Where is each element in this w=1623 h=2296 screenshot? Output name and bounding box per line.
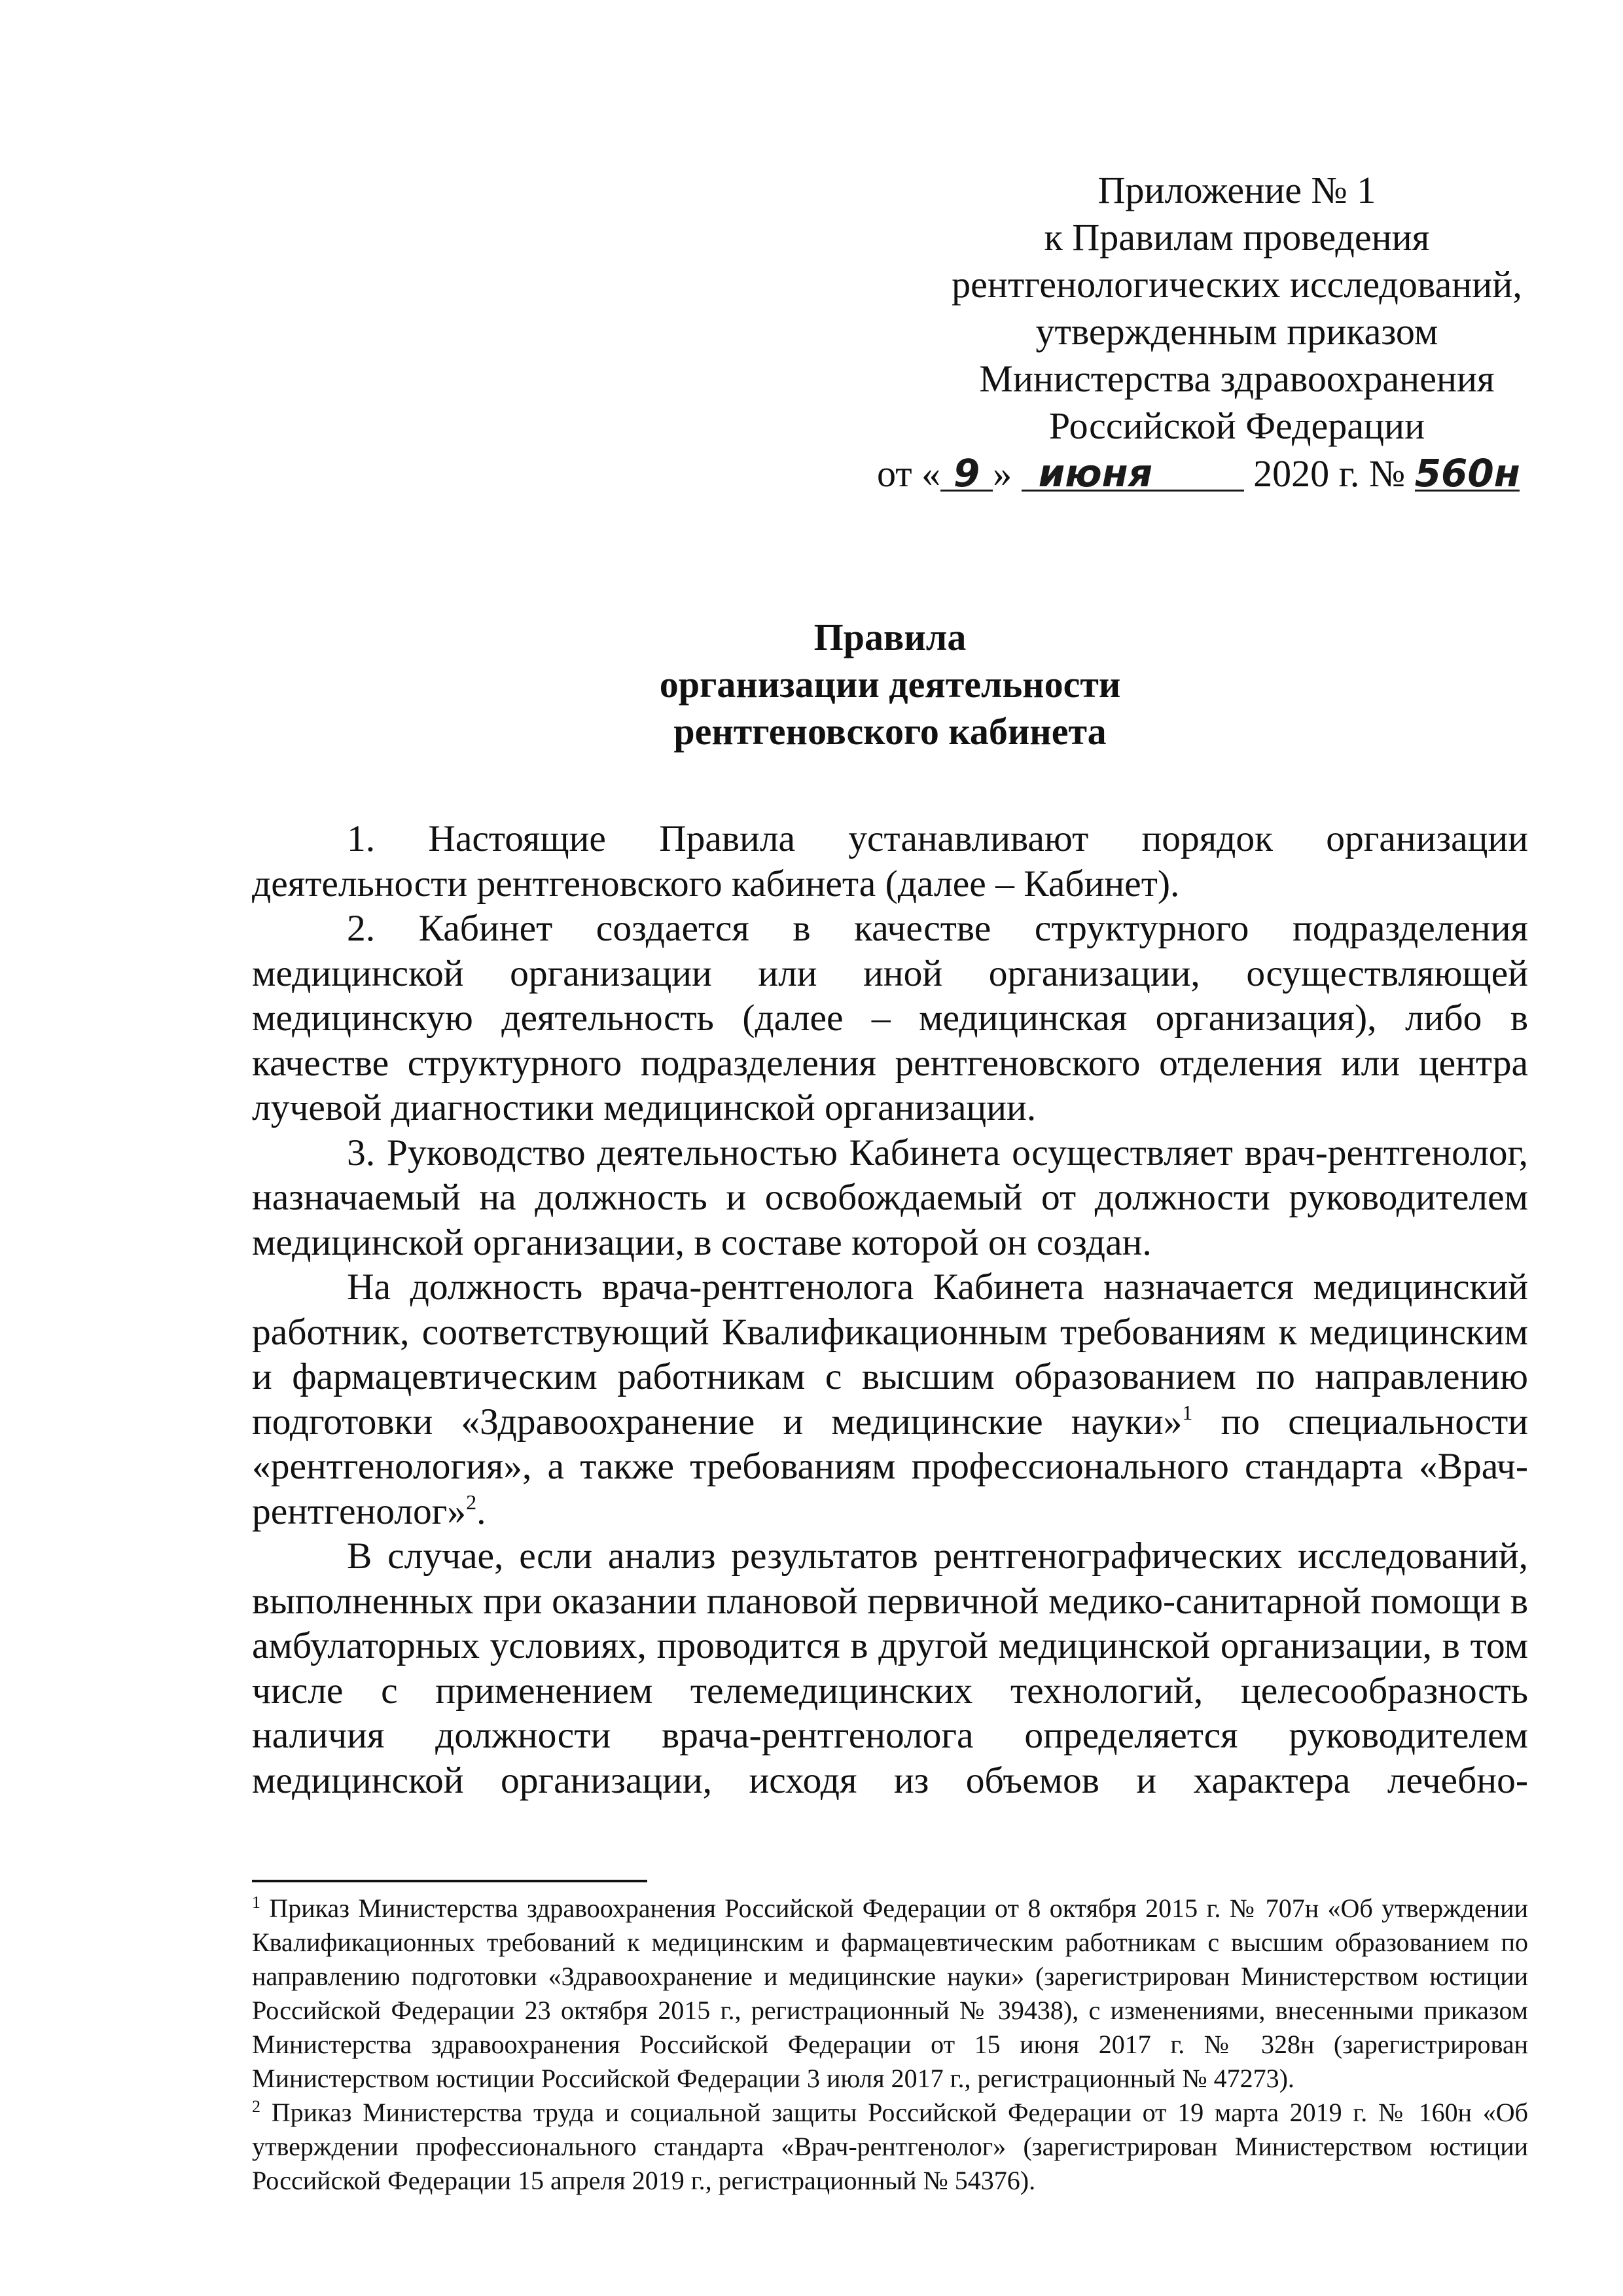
footnotes: [252, 1892, 1528, 2198]
title-line: рентгеновского кабинета: [673, 710, 1107, 753]
appendix-line: к Правилам проведения: [1044, 216, 1430, 259]
paragraph-5: В случае, если анализ результатов рентгенографических исследований, выполненных при оказании плановой первичной медико-санитарной помощи в амбулаторных условиях, проводится в другой медицинской организации, в том числе с применением телемедицинских технологий, целесообразность наличия должности врача-рентгенолога определяется руководителем медицинской организации, исходя из объемов и характера лечебно-: [252, 1535, 1528, 1801]
document-title: [249, 614, 1531, 755]
handwritten-day: 9: [940, 450, 993, 497]
title-line: Правила: [813, 616, 967, 658]
footnote-1: [252, 1892, 1528, 2096]
paragraph-4-part-b: по специальности «рентгенология», а также требованиям профессионального стандарта «Врач-рентгенолог»: [252, 1401, 1528, 1532]
paragraph-2: 2. Кабинет создается в качестве структурного подразделения медицинской организации или иной организации, осуществляющей медицинскую деятельность (далее – медицинская организация), либо в качестве структурного подразделения рентгеновского отделения или центра лучевой диагностики медицинской организации.: [252, 908, 1528, 1128]
footnote-1-mark: 1: [252, 1893, 260, 1912]
paragraph-4-part-c: .: [476, 1490, 486, 1532]
footnote-1-text: Приказ Министерства здравоохранения Российской Федерации от 8 октября 2015 г. № 707н «Об утверждении Квалификационных требований к медицинским и фармацевтическим работникам с высшим образованием по направлению подготовки «Здравоохранение и медицинские науки» (зарегистрирован Министерством юстиции Российской Федерации 23 октября 2015 г., регистрационный № 39438), с изменениями, внесенными приказом Министерства здравоохранения Российской Федерации от 15 июня 2017 г. № 328н (зарегистрирован Министерством юстиции Российской Федерации 3 июля 2017 г., регистрационный № 47273).: [252, 1893, 1528, 2093]
paragraph-4-part-a: На должность врача-рентгенолога Кабинета назначается медицинский работник, соответствующий Квалификационным требованиям к медицинским и фармацевтическим работникам с высшим образованием по направлению подготовки «Здравоохранение и медицинские науки»: [252, 1266, 1528, 1443]
appendix-header: [877, 167, 1597, 497]
handwritten-order-number: 560н: [1414, 451, 1520, 495]
date-prefix: от «: [877, 452, 941, 495]
date-year: 2020 г. №: [1253, 452, 1406, 495]
footnote-divider: [252, 1880, 647, 1882]
footnote-ref-2: 2: [466, 1490, 477, 1514]
order-date-line: [877, 450, 1597, 497]
appendix-line: Приложение № 1: [1097, 169, 1376, 211]
appendix-line: рентгенологических исследований,: [952, 263, 1522, 306]
date-mid: »: [993, 452, 1012, 495]
paragraph-4: [252, 1265, 1528, 1534]
footnote-2: [252, 2096, 1528, 2198]
footnote-2-text: Приказ Министерства труда и социальной защиты Российской Федерации от 19 марта 2019 г. № 160н «Об утверждении профессионального стандарта «Врач-рентгенолог» (зарегистрирован Министерством юстиции Российской Федерации 15 апреля 2019 г., регистрационный № 54376).: [252, 2098, 1528, 2195]
paragraph-1: 1. Настоящие Правила устанавливают порядок организации деятельности рентгеновского кабинета (далее – Кабинет).: [252, 818, 1528, 905]
appendix-line: Министерства здравоохранения: [979, 357, 1495, 400]
paragraph-3: 3. Руководство деятельностью Кабинета осуществляет врач-рентгенолог, назначаемый на должность и освобождаемый от должности руководителем медицинской организации, в составе которой он создан.: [252, 1132, 1528, 1263]
title-line: организации деятельности: [659, 663, 1121, 706]
appendix-line: Российской Федерации: [1048, 404, 1425, 447]
appendix-line: утвержденным приказом: [1035, 310, 1438, 353]
footnote-ref-1: 1: [1182, 1400, 1193, 1424]
document-body: [252, 817, 1528, 1803]
footnote-2-mark: 2: [252, 2097, 260, 2116]
handwritten-month: июня: [1022, 450, 1244, 497]
